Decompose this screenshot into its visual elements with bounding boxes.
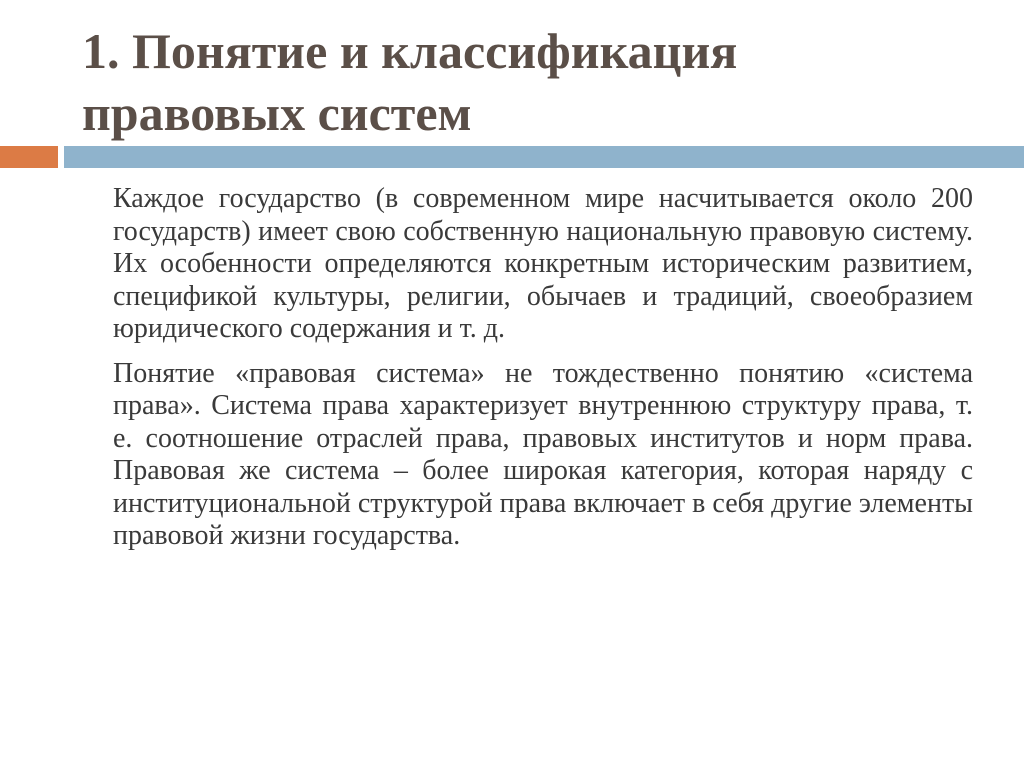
slide-body (113, 183, 973, 565)
divider-bar (64, 146, 1024, 168)
slide-title-line-1: 1. Понятие и классификация (82, 23, 738, 79)
body-paragraph-2: Понятие «правовая система» не тождественно понятию «система права». Система права характеризует внутреннюю структуру права, т. е. соотношение отраслей права, правовых институтов и норм права. Правовая же система – более широкая категория, которая наряду с институциональной структурой права включает в себя другие элементы правовой жизни государства. (113, 357, 973, 551)
body-paragraph-1: Каждое государство (в современном мире насчитывается около 200 государств) имеет свою собственную национальную правовую систему. Их особенности определяются конкретным историческим развитием, спецификой культуры, религии, обычаев и традиций, своеобразием юридического содержания и т. д. (113, 183, 973, 344)
slide-title (82, 20, 982, 144)
slide-title-line-2: правовых систем (82, 85, 472, 141)
divider-accent-block (0, 146, 58, 168)
